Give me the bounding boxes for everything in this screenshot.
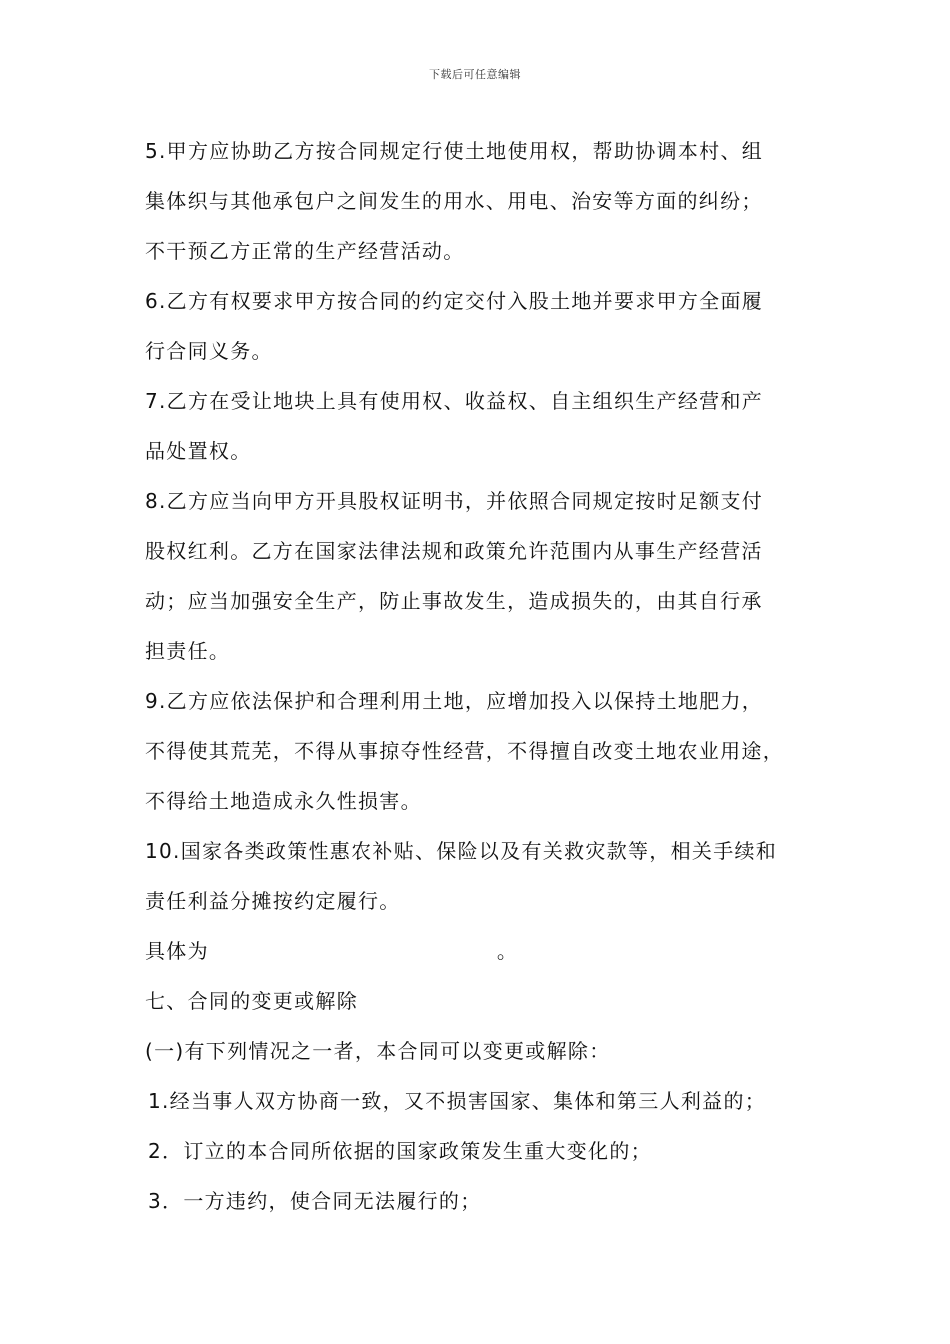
text-line: 10.国家各类政策性惠农补贴、保险以及有关救灾款等，相关手续和 xyxy=(145,839,778,863)
list-item: 1.经当事人双方协商一致，又不损害国家、集体和第三人利益的； xyxy=(148,1089,767,1113)
text-line: 不得使其荒芜，不得从事掠夺性经营，不得擅自改变土地农业用途， xyxy=(145,739,784,763)
text-line: 不干预乙方正常的生产经营活动。 xyxy=(145,239,465,263)
text-line: 品处置权。 xyxy=(145,439,252,463)
specific-end: 。 xyxy=(496,939,519,963)
text-line: 5.甲方应协助乙方按合同规定行使土地使用权，帮助协调本村、组 xyxy=(145,139,764,163)
list-item: 2．订立的本合同所依据的国家政策发生重大变化的； xyxy=(148,1139,652,1163)
text-line: 7.乙方在受让地块上具有使用权、收益权、自主组织生产经营和产 xyxy=(145,389,764,413)
page-header: 下载后可任意编辑 xyxy=(429,68,521,81)
text-line: 不得给土地造成永久性损害。 xyxy=(145,789,422,813)
text-line: 行合同义务。 xyxy=(145,339,273,363)
list-item: 3．一方违约，使合同无法履行的； xyxy=(148,1189,482,1213)
text-line: 8.乙方应当向甲方开具股权证明书，并依照合同规定按时足额支付 xyxy=(145,489,764,513)
text-line: 担责任。 xyxy=(145,639,231,663)
specific-label: 具体为 xyxy=(145,939,209,963)
text-line: 6.乙方有权要求甲方按合同的约定交付入股土地并要求甲方全面履 xyxy=(145,289,764,313)
text-line: 动；应当加强安全生产，防止事故发生，造成损失的，由其自行承 xyxy=(145,589,763,613)
specific-line xyxy=(145,929,845,979)
document-body xyxy=(145,129,845,1229)
text-line: 9.乙方应依法保护和合理利用土地，应增加投入以保持土地肥力， xyxy=(145,689,764,713)
text-line: 责任利益分摊按约定履行。 xyxy=(145,889,401,913)
text-line: 集体织与其他承包户之间发生的用水、用电、治安等方面的纠纷； xyxy=(145,189,763,213)
section-subtitle: (一)有下列情况之一者，本合同可以变更或解除： xyxy=(145,1039,611,1063)
section-title: 七、合同的变更或解除 xyxy=(145,989,358,1013)
text-line: 股权红利。乙方在国家法律法规和政策允许范围内从事生产经营活 xyxy=(145,539,763,563)
